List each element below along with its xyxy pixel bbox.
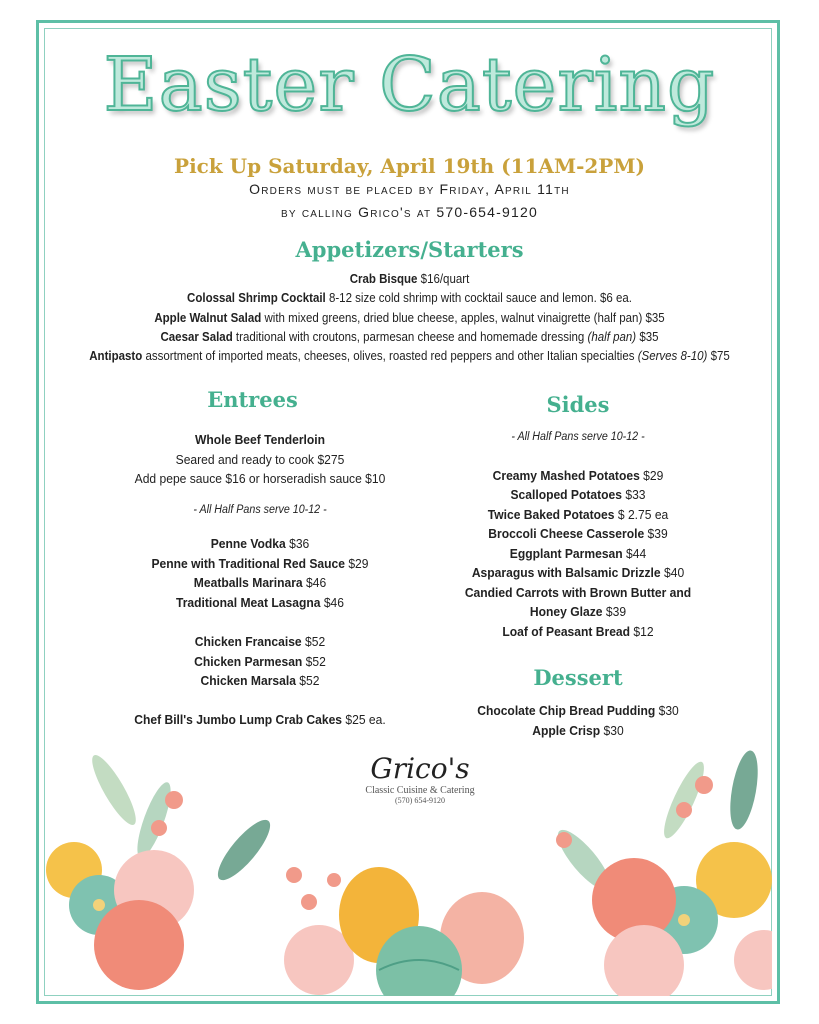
entrees-list	[121, 430, 400, 729]
item-name: Traditional Meat Lasagna	[175, 594, 321, 610]
menu-item	[439, 602, 718, 622]
item-price: $46	[323, 594, 345, 610]
item-name: Chicken Marsala	[200, 673, 296, 688]
item-name: Antipasto	[89, 349, 143, 364]
item-note: (half pan)	[587, 329, 637, 344]
menu-item	[121, 710, 400, 730]
item-price: $52	[299, 673, 320, 688]
appetizers-heading: Appetizers/Starters	[295, 237, 524, 262]
item-name: Twice Baked Potatoes	[487, 506, 615, 522]
menu-item	[121, 534, 400, 554]
item-name: Penne with Traditional Red Sauce	[151, 555, 345, 571]
menu-item	[121, 671, 400, 691]
item-name: Apple Crisp	[532, 722, 601, 738]
menu-item	[439, 622, 718, 642]
menu-item	[33, 347, 786, 366]
item-price: $40	[663, 565, 685, 580]
item-desc: $16/quart	[420, 272, 470, 286]
item-name: Whole Beef Tenderloin	[194, 432, 326, 447]
menu-item	[121, 593, 400, 613]
item-name: Chicken Francaise	[194, 634, 302, 649]
item-price: $35	[639, 329, 659, 344]
item-name: Scalloped Potatoes	[510, 487, 622, 502]
logo-phone: (570) 654-9120	[395, 796, 445, 805]
item-name: Loaf of Peasant Bread	[502, 623, 631, 639]
griccos-logo	[340, 752, 500, 805]
item-price: $25 ea.	[345, 711, 386, 727]
order-phone: by calling Grico's at 570-654-9120	[281, 204, 538, 220]
item-name: Creamy Mashed Potatoes	[492, 467, 640, 483]
item-name: Meatballs Marinara	[193, 575, 303, 590]
menu-item	[121, 652, 400, 672]
logo-name: Grico's	[370, 752, 470, 785]
menu-item	[439, 583, 718, 603]
item-price: $39	[605, 604, 627, 619]
item-price: $44	[626, 545, 647, 561]
sides-heading: Sides	[546, 392, 610, 417]
item-price: $75	[710, 349, 730, 364]
item-price: $30	[658, 703, 679, 718]
item-name: Chocolate Chip Bread Pudding	[477, 703, 656, 718]
appetizers-list	[33, 270, 786, 366]
item-price: $33	[625, 487, 646, 502]
item-price: $39	[647, 526, 668, 541]
item-name: Chicken Parmesan	[194, 653, 303, 669]
item-name: Eggplant Parmesan	[509, 545, 623, 561]
half-pan-note: - All Half Pans serve 10-12 -	[193, 503, 327, 516]
menu-item	[121, 632, 400, 652]
item-price: $36	[289, 536, 310, 551]
menu-item	[33, 309, 786, 328]
logo-tagline: Classic Cuisine & Catering	[365, 785, 475, 796]
item-note: (Serves 8-10)	[637, 349, 708, 364]
entrees-heading: Entrees	[207, 387, 298, 412]
item-price: $ 2.75 ea	[617, 506, 669, 522]
item-price: $46	[306, 575, 327, 590]
item-name: Chef Bill's Jumbo Lump Crab Cakes	[134, 711, 343, 727]
dessert-heading: Dessert	[533, 665, 623, 690]
item-name: Asparagus with Balsamic Drizzle	[471, 565, 661, 580]
item-price: $29	[643, 467, 664, 483]
item-name: Broccoli Cheese Casserole	[488, 526, 645, 541]
item-name: Colossal Shrimp Cocktail	[187, 291, 326, 306]
item-price: $52	[305, 634, 326, 649]
item-price: $12	[633, 623, 654, 639]
item-name: Honey Glaze	[529, 604, 603, 619]
menu-item	[121, 573, 400, 593]
menu-item	[439, 701, 718, 721]
half-pan-note: - All Half Pans serve 10-12 -	[511, 431, 645, 443]
order-deadline: Orders must be placed by Friday, April 11th	[249, 181, 570, 197]
pickup-info: Pick Up Saturday, April 19th (11AM-2PM)	[174, 154, 645, 178]
item-desc: Add pepe sauce $16 or horseradish sauce $10	[134, 471, 386, 486]
menu-item	[439, 505, 718, 525]
menu-item	[33, 328, 786, 347]
item-desc: traditional with croutons, parmesan cheese and homemade dressing	[235, 329, 585, 344]
item-name: Candied Carrots with Brown Butter and	[464, 584, 692, 600]
item-name: Penne Vodka	[210, 536, 286, 551]
menu-item	[33, 270, 786, 289]
item-desc: 8-12 size cold shrimp with cocktail sauce and lemon. $6 ea.	[328, 291, 632, 306]
item-price: $29	[348, 555, 369, 571]
item-price: $52	[305, 653, 326, 669]
menu-item	[439, 563, 718, 583]
menu-item	[439, 485, 718, 505]
sides-list	[439, 428, 718, 641]
item-desc: with mixed greens, dried blue cheese, apples, walnut vinaigrette (half pan) $35	[264, 310, 665, 325]
menu-item	[33, 289, 786, 308]
menu-item	[439, 524, 718, 544]
item-name: Apple Walnut Salad	[154, 310, 262, 325]
item-name: Crab Bisque	[349, 272, 418, 286]
item-desc: Seared and ready to cook $275	[175, 451, 345, 467]
item-price: $30	[603, 722, 624, 738]
menu-item	[439, 466, 718, 486]
item-desc: assortment of imported meats, cheeses, olives, roasted red peppers and other Italian specialties	[145, 349, 635, 364]
menu-item	[121, 554, 400, 574]
item-name: Caesar Salad	[160, 329, 233, 344]
menu-item	[439, 544, 718, 564]
page-title: Easter Catering	[103, 42, 716, 128]
